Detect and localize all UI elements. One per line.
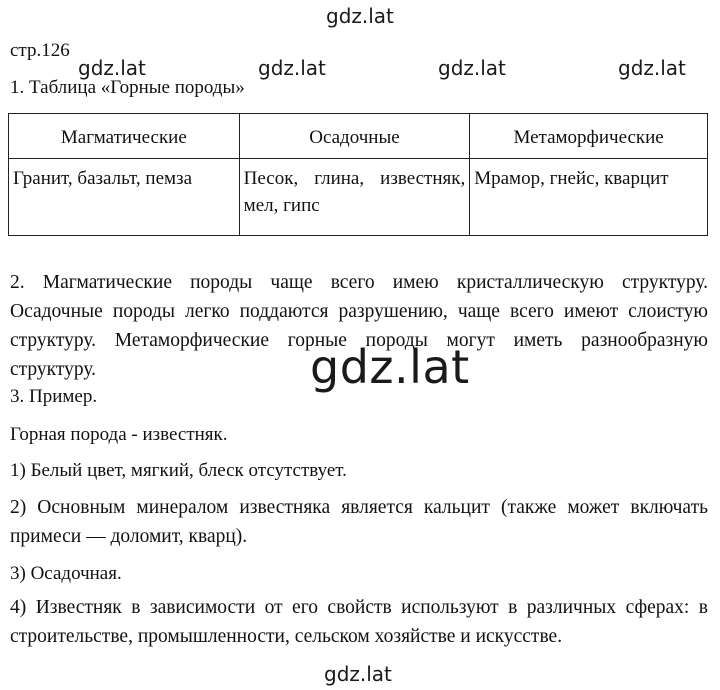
list-item: 1) Белый цвет, мягкий, блеск отсутствует. bbox=[10, 460, 347, 481]
watermark-center: gdz.lat bbox=[310, 340, 470, 394]
list-item: 3) Осадочная. bbox=[10, 563, 122, 584]
cell-metamorphic: Мрамор, гнейс, кварцит bbox=[470, 159, 708, 236]
watermark-row-3: gdz.lat bbox=[438, 56, 506, 80]
table-header-row bbox=[9, 114, 708, 159]
task1-title: 1. Таблица «Горные породы» bbox=[10, 77, 245, 98]
rocks-table bbox=[8, 113, 708, 236]
cell-sedimentary: Песок, глина, известняк, мел, гипс bbox=[239, 159, 470, 236]
watermark-row-2: gdz.lat bbox=[258, 56, 326, 80]
task3-title: 3. Пример. bbox=[10, 386, 98, 407]
list-item: 2) Основным минералом известняка является кальцит (также может включать примеси — доломит, кварц). bbox=[10, 497, 708, 547]
watermark-row-1: gdz.lat bbox=[78, 56, 146, 80]
cell-magmatic: Гранит, базальт, пемза bbox=[9, 159, 240, 236]
watermark-row-4: gdz.lat bbox=[618, 56, 686, 80]
watermark-top: gdz.lat bbox=[326, 4, 394, 28]
header-magmatic: Магматические bbox=[9, 114, 240, 159]
header-sedimentary: Осадочные bbox=[239, 114, 470, 159]
task2-paragraph: 2. Магматические породы чаще всего имею кристаллическую структуру. Осадочные породы легко поддаются разрушению, чаще всего имеют слоистую структуру. Метаморфические горные породы могут иметь разнообразную структуру. bbox=[10, 272, 708, 380]
rock-line: Горная порода - известняк. bbox=[10, 424, 228, 445]
watermark-bottom: gdz.lat bbox=[324, 662, 392, 686]
table-row bbox=[9, 159, 708, 236]
header-metamorphic: Метаморфические bbox=[470, 114, 708, 159]
page-reference: стр.126 bbox=[10, 40, 70, 61]
list-item: 4) Известняк в зависимости от его свойств используют в различных сферах: в строительстве, промышленности, сельском хозяйстве и искусстве. bbox=[10, 597, 708, 647]
